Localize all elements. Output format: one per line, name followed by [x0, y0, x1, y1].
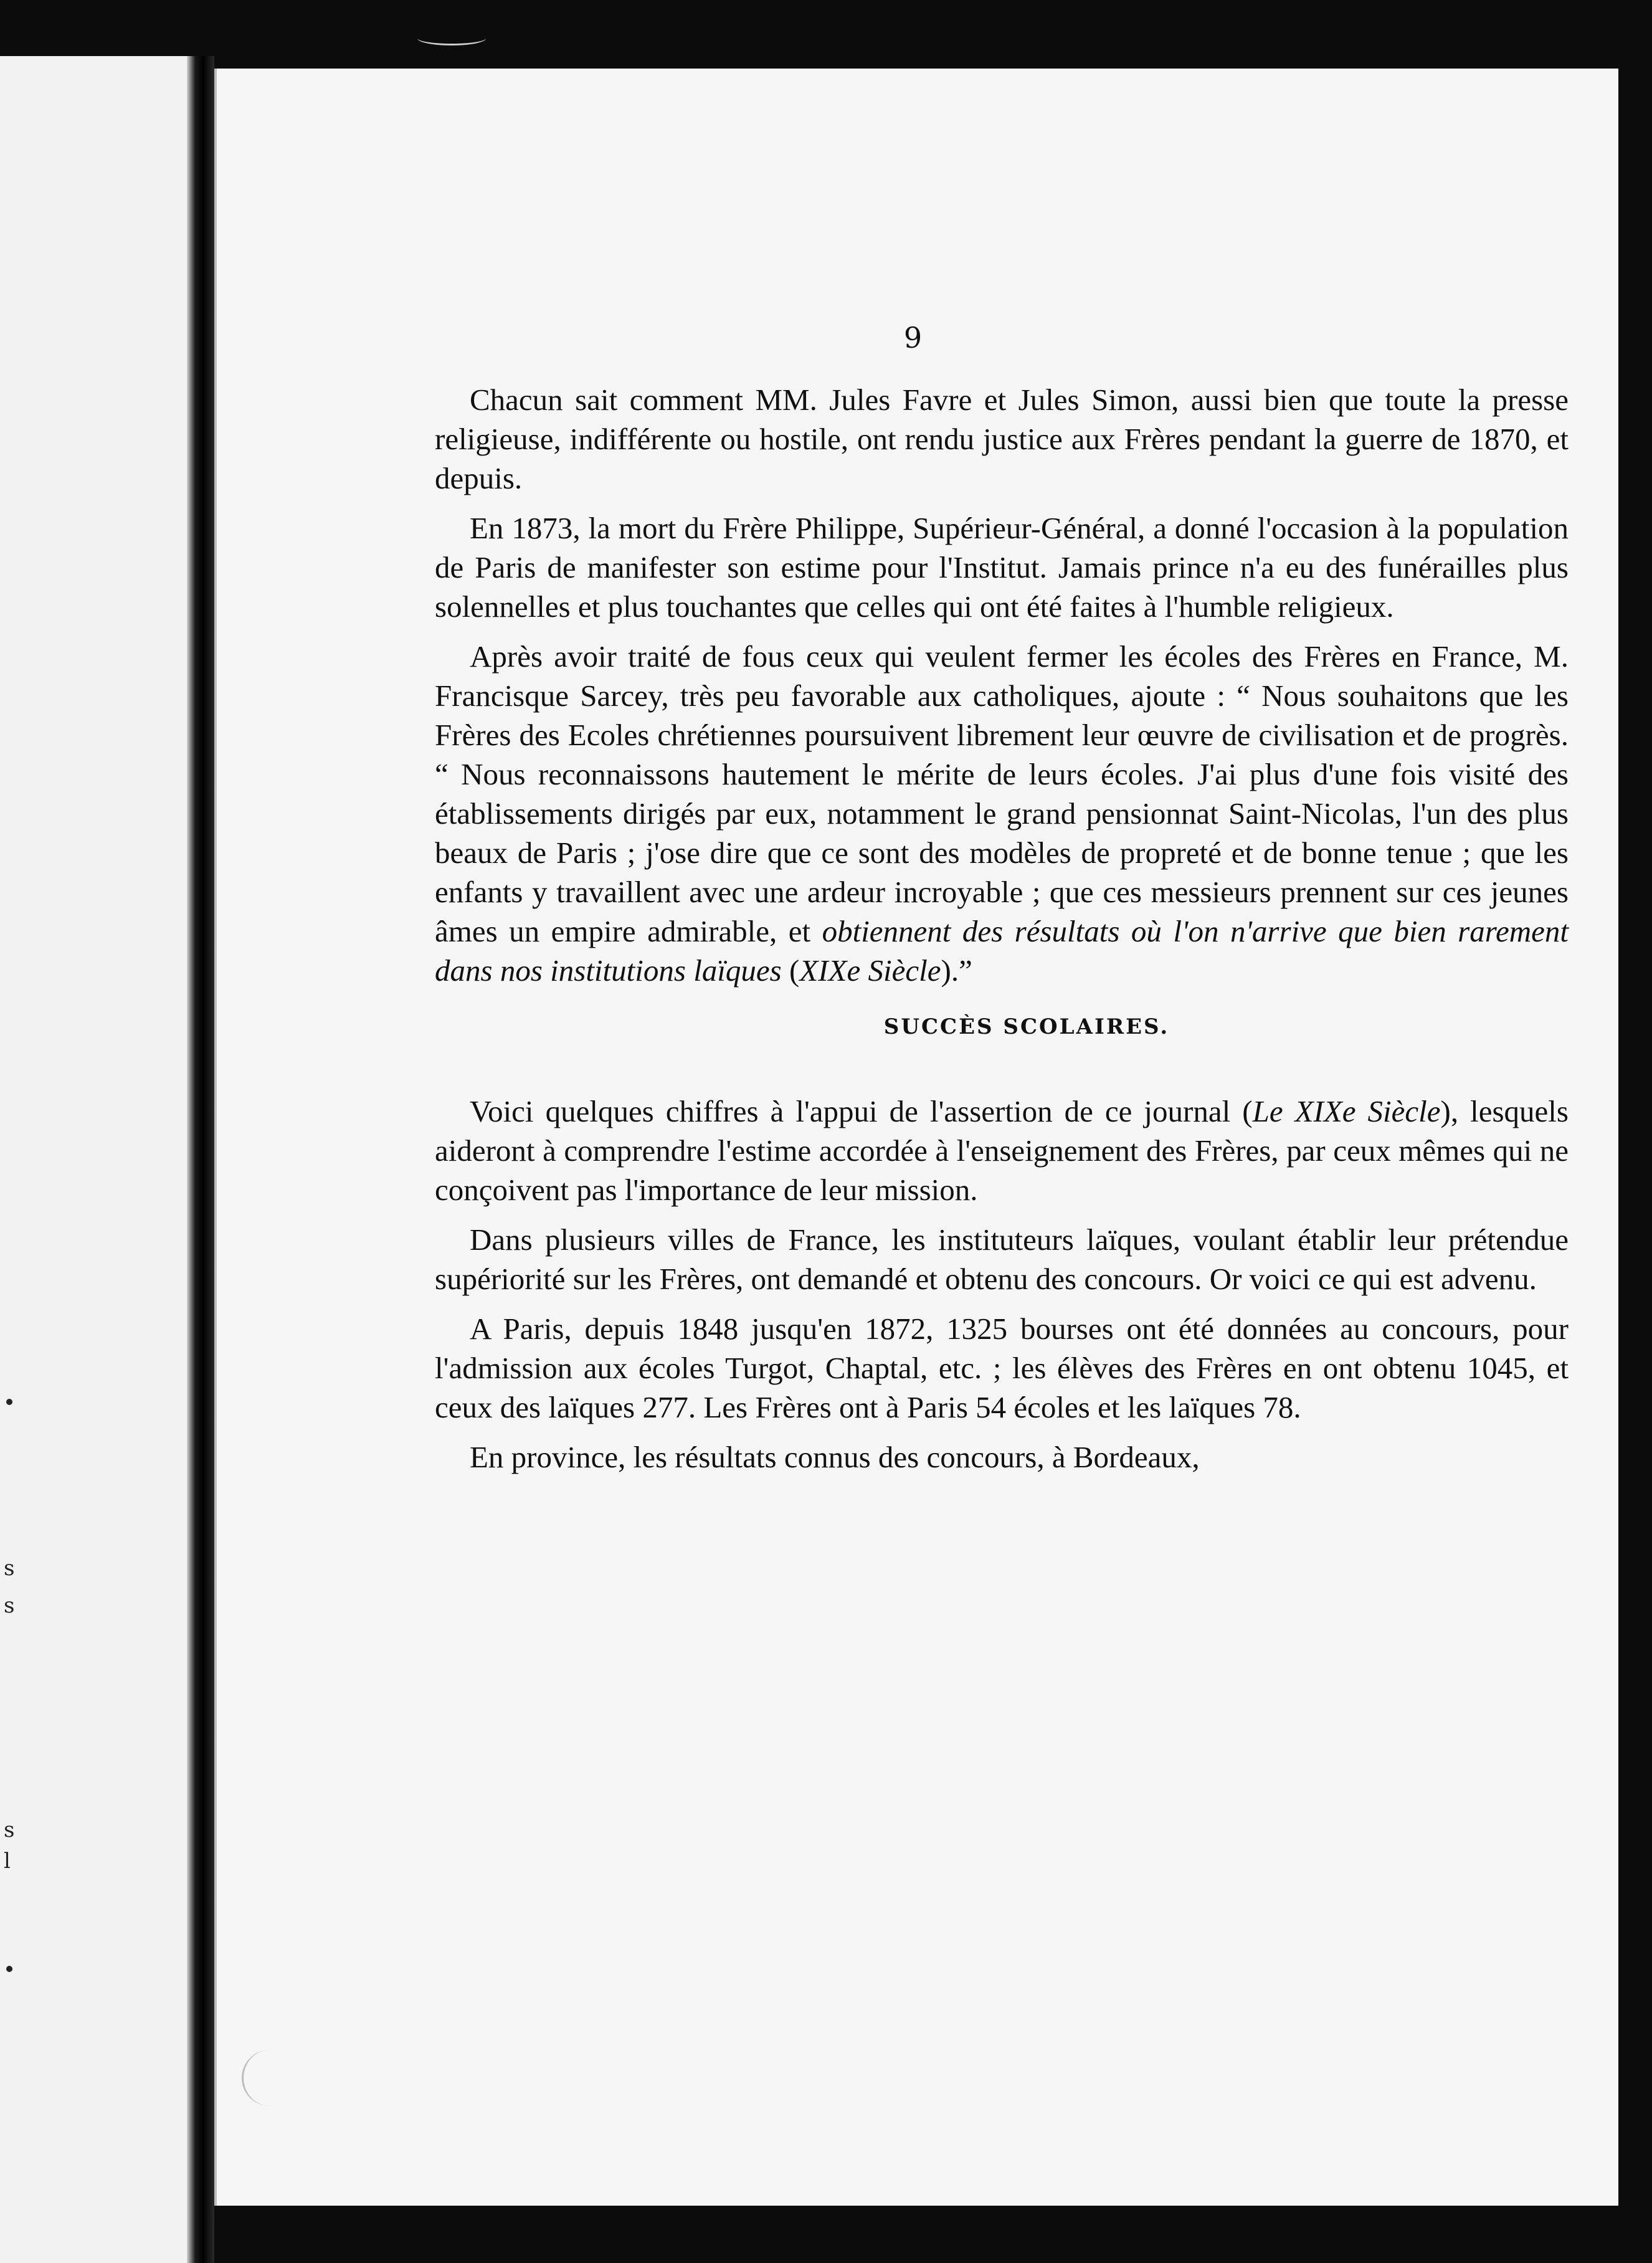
page-body [435, 380, 1569, 1487]
left-page-mark [6, 1966, 12, 1972]
document-page [214, 69, 1618, 2206]
left-page-fragment: s [4, 1593, 15, 1618]
left-facing-page [0, 56, 187, 2263]
paragraph-journal [435, 1092, 1569, 1209]
scan-artifact [417, 31, 486, 45]
italic-source: Le XIXe Siècle [1252, 1094, 1441, 1128]
section-heading: SUCCÈS SCOLAIRES. [883, 1014, 1170, 1039]
paragraph-text: Après avoir traité de fous ceux qui veulent fermer les écoles des Frères en France, M. Francisque Sarcey, très peu favorable aux catholiques, ajoute : “ Nous souhaitons que les Frères des Ecoles chrétiennes poursuivent librement leur œuvre de civilisation et de progrès. “ Nous reconnaissons hautement le mérite de leurs écoles. J'ai plus d'une fois visité des établissements dirigés par eux, notamment le grand pensionnat Saint-Nicolas, l'un des plus beaux de Paris ; j'ose dire que ce sont des modèles de propreté et de bonne tenue ; que les enfants y travaillent avec une ardeur incroyable ; que ces messieurs prennent sur ces jeunes âmes un empire admirable, et [435, 639, 1569, 948]
page-margin-mark [242, 2050, 287, 2106]
book-gutter [187, 56, 214, 2263]
paragraph: Chacun sait comment MM. Jules Favre et Jules Simon, aussi bien que toute la presse religieuse, indifférente ou hostile, ont rendu justice aux Frères pendant la guerre de 1870, et depuis. [435, 383, 1569, 495]
paragraph-sarcey-quote [435, 637, 1569, 990]
paragraph-text: ).” [941, 953, 972, 988]
paragraph-text: ( [781, 953, 800, 988]
paragraph: En province, les résultats connus des concours, à Bordeaux, [470, 1440, 1200, 1474]
paragraph-text: Voici quelques chiffres à l'appui de l'assertion de ce journal ( [470, 1094, 1253, 1128]
left-page-fragment: s [4, 1818, 15, 1842]
paragraph: Dans plusieurs villes de France, les instituteurs laïques, voulant établir leur prétendue supériorité sur les Frères, ont demandé et obtenu des concours. Or voici ce qui est advenu. [435, 1222, 1569, 1296]
page-number: 9 [903, 321, 923, 355]
left-page-fragment: s [4, 1556, 15, 1581]
paragraph-text: ), lesquels aideront à comprendre l'estime accordée à l'enseignement des Frères, par ceux mêmes qui ne conçoivent pas l'importance de leur mission. [435, 1094, 1569, 1207]
italic-source: XIXe Siècle [799, 953, 941, 988]
left-page-fragment: l [4, 1849, 11, 1874]
paragraph: En 1873, la mort du Frère Philippe, Supérieur-Général, a donné l'occasion à la population de Paris de manifester son estime pour l'Institut. Jamais prince n'a eu des funérailles plus solennelles et plus touchantes que celles qui ont été faites à l'humble religieux. [435, 511, 1569, 624]
italic-text: obtiennent des résultats où l'on n'arrive que bien rarement dans nos institutions laïques [435, 914, 1569, 988]
left-page-mark [6, 1399, 12, 1405]
paragraph: A Paris, depuis 1848 jusqu'en 1872, 1325 bourses ont été données au concours, pour l'admission aux écoles Turgot, Chaptal, etc. ; les élèves des Frères en ont obtenu 1045, et ceux des laïques 277. Les Frères ont à Paris 54 écoles et les laïques 78. [435, 1312, 1569, 1424]
